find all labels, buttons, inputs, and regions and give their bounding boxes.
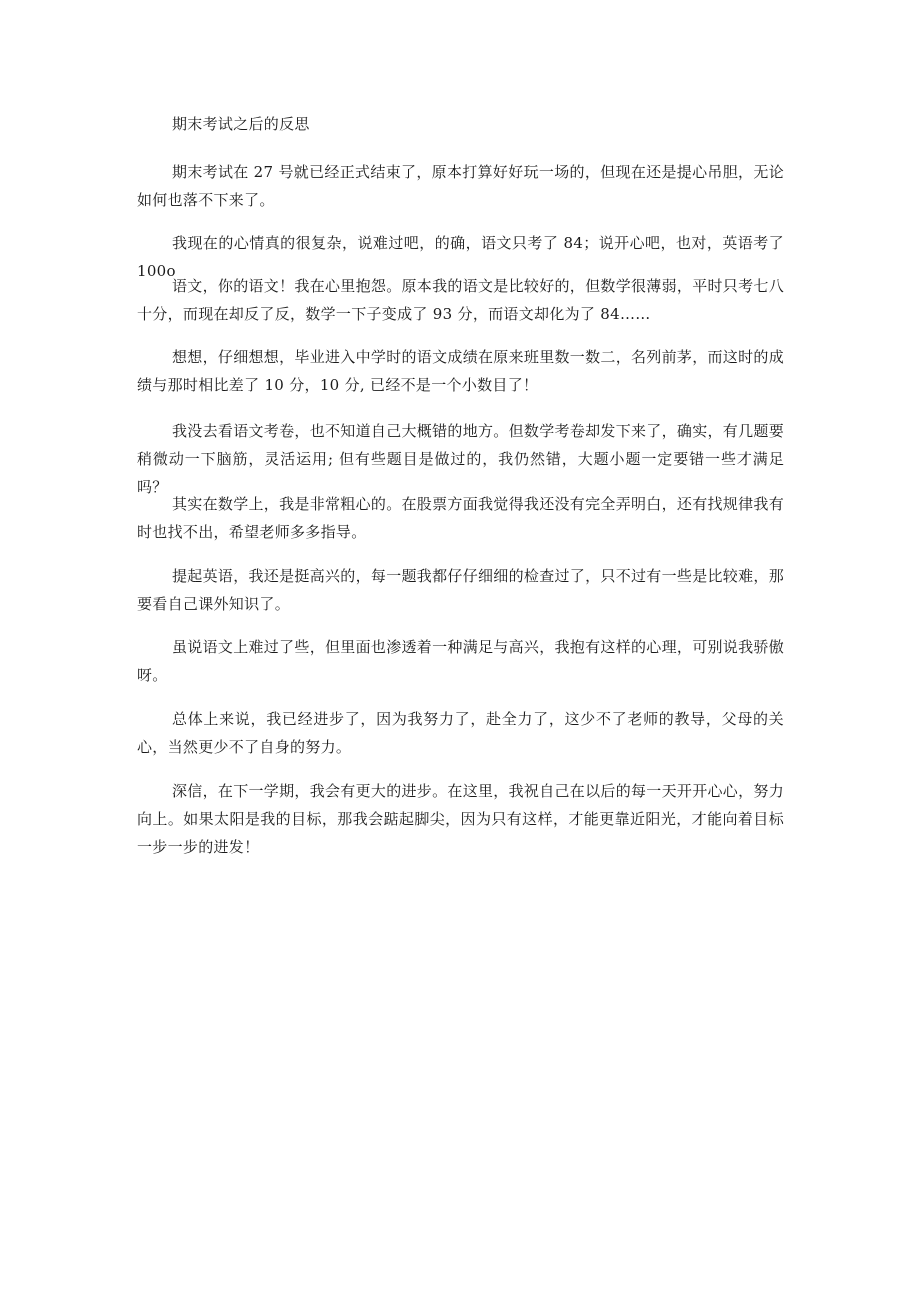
- paragraph: 我现在的心情真的很复杂，说难过吧，的确，语文只考了 84；说开心吧，也对，英语考了 100o: [137, 234, 784, 280]
- paragraph: 深信，在下一学期，我会有更大的进步。在这里，我祝自己在以后的每一天开开心心，努力向上。如果太阳是我的目标，那我会踮起脚尖，因为只有这样，才能更靠近阳光，才能向着目标一步一步的进发！: [137, 782, 785, 856]
- paragraph: 总体上来说，我已经进步了，因为我努力了，赴全力了，这少不了老师的教导，父母的关心，当然更少不了自身的努力。: [137, 710, 784, 756]
- paragraph: 其实在数学上，我是非常粗心的。在股票方面我觉得我还没有完全弄明白，还有找规律我有时也找不出，希望老师多多指导。: [137, 495, 785, 541]
- paragraph: 我没去看语文考卷，也不知道自己大概错的地方。但数学考卷却发下来了，确实，有几题要稍微动一下脑筋，灵活运用; 但有些题目是做过的，我仍然错，大题小题一定要错一些才满足吗？: [137, 422, 785, 496]
- paragraph: 语文，你的语文！我在心里抱怨。原本我的语文是比较好的，但数学很薄弱，平时只考七八十分，而现在却反了反，数学一下子变成了 93 分，而语文却化为了 84……: [137, 277, 785, 323]
- paragraph: 期末考试在 27 号就已经正式结束了，原本打算好好玩一场的，但现在还是提心吊胆，无论如何也落不下来了。: [137, 163, 784, 209]
- document-title: 期末考试之后的反思: [172, 115, 310, 133]
- paragraph: 虽说语文上难过了些，但里面也渗透着一种满足与高兴，我抱有这样的心理，可别说我骄傲呀。: [137, 638, 785, 684]
- paragraph: 提起英语，我还是挺高兴的，每一题我都仔仔细细的检查过了，只不过有一些是比较难，那要看自己课外知识了。: [137, 567, 785, 613]
- paragraph: 想想，仔细想想，毕业进入中学时的语文成绩在原来班里数一数二，名列前茅，而这时的成绩与那时相比差了 10 分，10 分, 已经不是一个小数目了！: [137, 348, 785, 394]
